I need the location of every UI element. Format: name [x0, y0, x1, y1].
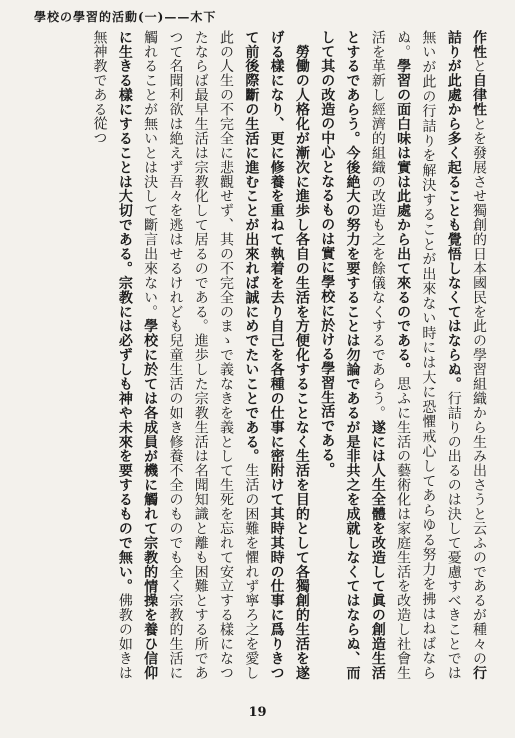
text-run: 佛教の如きは無神教である從つ	[91, 30, 133, 680]
text-run: 行詰りの出るのは決して憂慮すべきことでは無いが此の行詰りを解決することが出來ない時には大に恐懼戒心してあらゆる努力を拂はねばならぬ。	[395, 30, 462, 681]
running-head: 學校の學習的活動(一)——木下	[34, 10, 217, 24]
emphasized-text: 宗教には必ずしも神や未來を要するもので無い。	[116, 275, 133, 594]
paragraph	[319, 30, 487, 680]
text-run: 思ふに生活の藝術化は家庭生活を改造し社會生活を革新し經濟的組織の改造も之を餘儀なくするであらう。	[369, 30, 412, 680]
text-run: とを發展させ獨創的日本國民を此の學習組織から生み出さうと云ふのであるが種々の	[471, 116, 487, 666]
page-number: 19	[248, 705, 267, 720]
text-run: 進歩した宗教生活は名聞知識と離も困難とする所であつて名聞利欲は絶えず吾々を逃はせるけれども兒童生活の如き修養不全のものでも全く宗教的生活に觸れることが無いとは決して斷言出來ない。	[142, 30, 209, 680]
text-run: と	[471, 58, 487, 74]
emphasized-text: 遂には人生全體を改造して眞の創造生活とするであらう。今後絶大の努力を要することは勿論であるが是非共之を成就しなくてはならぬ、而して其の改造の中心となるものは實に學校に於ける學習生活である。	[319, 30, 386, 680]
emphasized-text: 行詰りが此處から多く起ることも覺悟しなくてはならぬ。	[445, 30, 487, 680]
text-run: 生活の困難を懼れず寧ろ之を愛し此の人生の不完全に悲觀せず、其の不完全のまゝで義なきを義として生死を忘れて安立する樣になつたならば最早生活は宗教化して居るのである。	[192, 30, 260, 681]
emphasized-text: 勞働の人格化が漸次に進歩し各自の生活を方便化することなく生活を目的として各獨創的生活を遂げる樣になり、更に修養を重ねて執着を去り自己を各種の仕事に密附けて其時其時の仕事に爲りきつて前後際斷の生活に進むことが出來れば誠にめでたいことである。	[243, 30, 310, 680]
paragraph	[92, 30, 310, 680]
emphasized-text: 作性	[471, 30, 487, 59]
body-text	[86, 30, 491, 680]
emphasized-text: 學校に於ては各成員が機に觸れて宗教的情操を養ひ信仰に生きる樣にすることは大切である。	[116, 30, 159, 681]
emphasized-text: 自律性	[471, 73, 487, 117]
emphasized-text: 學習の面白味は實は此處から出て來るのである。	[395, 58, 412, 377]
